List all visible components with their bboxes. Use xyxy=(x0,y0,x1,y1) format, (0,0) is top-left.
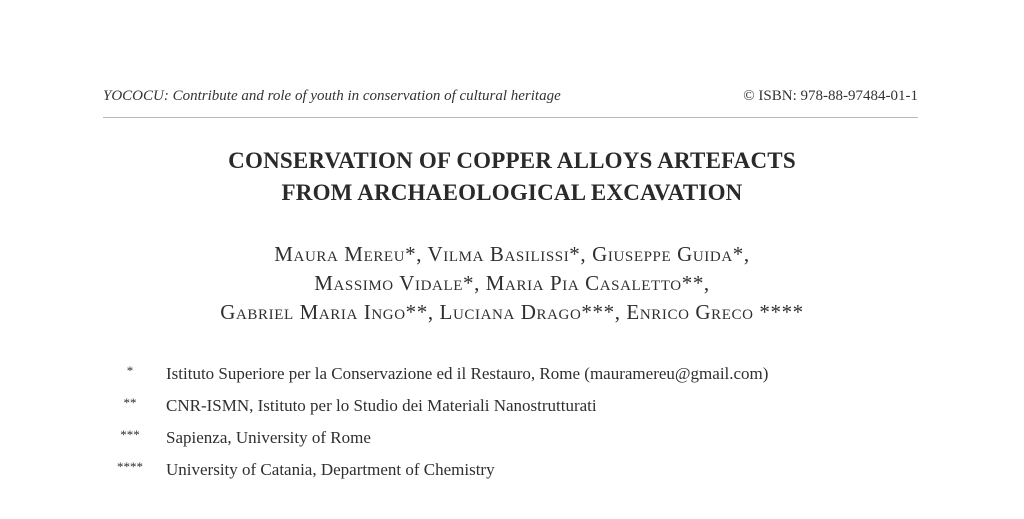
affiliation-text: CNR-ISMN, Istituto per lo Studio dei Materiali Nanostrutturati xyxy=(166,396,597,415)
affiliation-item xyxy=(100,424,900,456)
affiliation-marker: * xyxy=(126,363,134,378)
author-line-3: Gabriel Maria Ingo**, Luciana Drago***, Enrico Greco **** xyxy=(220,300,804,324)
affiliation-text: Sapienza, University of Rome xyxy=(166,428,371,447)
affiliation-marker: *** xyxy=(120,427,140,442)
affiliation-item xyxy=(100,456,900,488)
affiliation-list xyxy=(100,360,900,488)
affiliation-marker: **** xyxy=(117,459,143,474)
journal-title: YOCOCU: Contribute and role of youth in conservation of cultural heritage xyxy=(103,88,561,104)
isbn-label: © ISBN: 978-88-97484-01-1 xyxy=(743,88,918,104)
paper-title-line-1: CONSERVATION OF COPPER ALLOYS ARTEFACTS xyxy=(228,148,796,173)
paper-title xyxy=(0,145,1024,209)
affiliation-text: Istituto Superiore per la Conservazione ed il Restauro, Rome (mauramereu@gmail.com) xyxy=(166,364,769,383)
affiliation-text: University of Catania, Department of Chemistry xyxy=(166,460,495,479)
affiliation-item xyxy=(100,360,900,392)
author-line-1: Maura Mereu*, Vilma Basilissi*, Giuseppe Guida*, xyxy=(274,242,750,266)
author-list xyxy=(0,240,1024,327)
affiliation-marker: ** xyxy=(123,395,137,410)
author-line-2: Massimo Vidale*, Maria Pia Casaletto**, xyxy=(314,271,710,295)
affiliation-item xyxy=(100,392,900,424)
paper-title-line-2: FROM ARCHAEOLOGICAL EXCAVATION xyxy=(281,180,743,205)
running-header xyxy=(103,84,918,108)
header-divider xyxy=(103,117,918,118)
